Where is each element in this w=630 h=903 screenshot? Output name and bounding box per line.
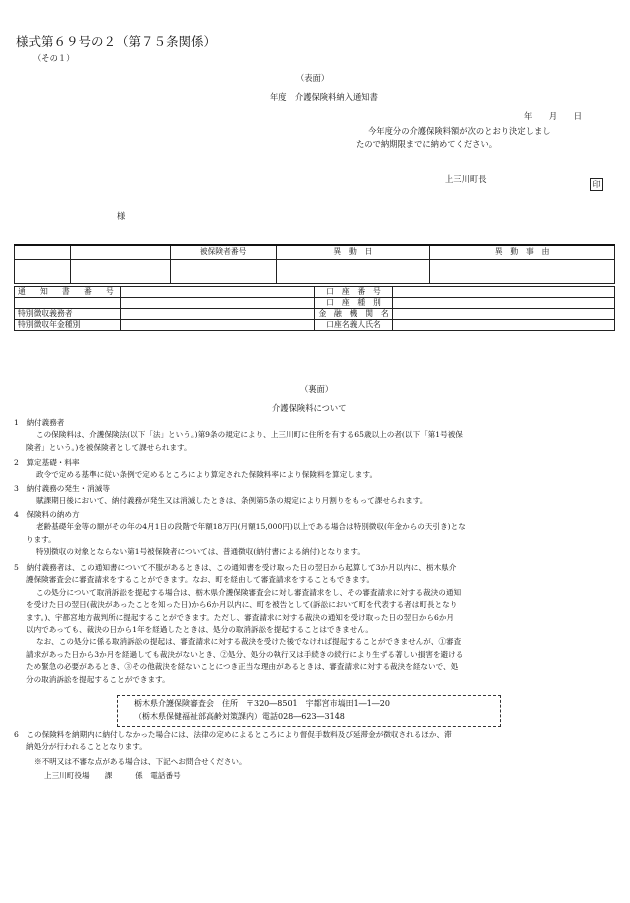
special-collector-value [120, 309, 314, 320]
contact-line: （栃木県保健福祉部高齢対策課内）電話028―623―3148 [134, 712, 345, 721]
change-date-header: 異 動 日 [276, 245, 430, 259]
inquiry-note: ※不明又は不審な点がある場合は、下記へお問合せください。 [34, 757, 247, 766]
back-title: 介護保険料について [272, 403, 347, 413]
special-collector-label: 特別徴収義務者 [15, 309, 121, 320]
notice-number-label: 通 知 書 番 号 [15, 287, 121, 298]
change-table [14, 244, 615, 284]
section-text: ます。)、宇都宮地方裁判所に提起することができます。ただし、審査請求に対する裁決の通知を受け取った日の翌日から6か月 [26, 612, 455, 622]
account-number-value [392, 287, 614, 298]
issuer-name: 上三川町長 [445, 174, 487, 184]
addressee-honorific: 様 [117, 211, 126, 221]
notice-title: 年度 介護保険料納入通知書 [270, 92, 378, 102]
office-contact-line: 上三川町役場 課 係 電話番号 [44, 771, 181, 780]
insured-number-header: 被保険者番号 [170, 245, 276, 259]
change-table-header-blank [15, 245, 71, 259]
section-text: 請求があった日から3か月を経過しても裁決がないとき、②処分、処分の執行又は手続きの続行により生ずる著しい損害を避ける [26, 649, 464, 659]
seal-stamp: 印 [590, 172, 603, 191]
section-text: 特別徴収の対象とならない第1号被保険者については、普通徴収(納付書による納付)となります。 [36, 547, 365, 557]
section-text: 分の取消訴訟を提起することができます。 [26, 674, 170, 684]
section-heading: 1 納付義務者 [14, 418, 65, 427]
account-number-label: 口 座 番 号 [315, 287, 392, 298]
section-heading: 3 納付義務の発生・消滅等 [14, 484, 110, 493]
pension-type-value [120, 320, 314, 331]
section-text: ります。 [26, 534, 56, 544]
bank-name-label: 金 融 機 関 名 [315, 309, 392, 320]
info-table [14, 286, 615, 331]
notice-text-line2: たので納期限までに納めてください。 [356, 139, 498, 149]
date-line: 年 月 日 [524, 111, 583, 121]
section-1 [14, 417, 614, 454]
change-reason-header: 異 動 事 由 [430, 245, 615, 259]
table-cell [70, 259, 170, 283]
section-text: 政令で定める基準に従い条例で定めるところにより算定された保険料率により保険料を算定します。 [36, 470, 378, 480]
section-6 [14, 729, 614, 754]
section-text: 護保険審査会に審査請求をすることができます。なお、町を経由して審査請求をすることもできます。 [26, 575, 375, 585]
section-text: ため緊急の必要があるとき、③その他裁決を経ないことにつき正当な理由があるときは、審査請求に対する裁決を経ないで、処 [26, 662, 459, 672]
front-side-label: （表面） [296, 73, 330, 83]
account-type-label: 口 座 種 別 [315, 298, 392, 309]
back-side-label: （裏面） [300, 384, 334, 394]
section-text: 賦課期日後において、納付義務が発生又は消滅したときは、条例第5条の規定により月割りをもって課せられます。 [36, 496, 428, 506]
table-cell [15, 259, 71, 283]
table-cell [120, 298, 314, 309]
change-table-header-blank [70, 245, 170, 259]
contact-line: 栃木県介護保険審査会 住所 〒320―8501 宇都宮市塙田1―1―20 [134, 699, 390, 708]
section-text: 納処分が行われることとなります。 [26, 742, 147, 752]
insured-number-cell [170, 259, 276, 283]
part-label: （その１） [33, 53, 75, 63]
section-text: なお、この処分に係る取消訴訟の提起は、審査請求に対する裁決を受けた後でなければ提起することができませんが、①審査 [36, 637, 462, 647]
change-date-cell [276, 259, 430, 283]
section-heading: 6 この保険料を納期内に納付しなかった場合には、法律の定めによるところにより督促手数料及び延滞金が徴収されるほか、滞 [14, 730, 452, 739]
change-reason-cell [430, 259, 615, 283]
section-3 [14, 483, 614, 508]
section-heading: 4 保険料の納め方 [14, 510, 80, 519]
table-cell [15, 298, 121, 309]
section-4 [14, 509, 614, 559]
bank-name-value [392, 309, 614, 320]
section-heading: 2 算定基礎・料率 [14, 458, 80, 467]
notice-number-value [120, 287, 314, 298]
account-holder-value [392, 320, 614, 331]
account-holder-label: 口座名義人氏名 [315, 320, 392, 331]
form-title: 様式第６９号の２（第７５条関係） [16, 34, 217, 49]
section-text: 老齢基礎年金等の額がその年の4月1日の段階で年額18万円(月額15,000円)以上である場合は特別徴収(年金からの天引き)とな [36, 522, 466, 532]
section-text: 険者」という。)を被保険者として課せられます。 [26, 442, 192, 452]
section-text: を受けた日の翌日(裁決があったことを知った日)から6か月以内に、町を被告として(訴訟において町を代表する者は町長となり [26, 600, 458, 610]
section-5 [14, 562, 614, 686]
section-2 [14, 457, 614, 482]
section-text: この処分について取消訴訟を提起する場合は、栃木県介護保険審査会に対し審査請求をし、その審査請求に対する裁決の通知 [36, 587, 462, 597]
section-text: この保険料は、介護保険法(以下「法」という。)第9条の規定により、上三川町に住所を有する65歳以上の者(以下「第1号被保 [36, 430, 463, 440]
section-text: 以内であっても、裁決の日から1年を経過したときは、処分の取消訴訟を提起することはできません。 [26, 625, 373, 635]
pension-type-label: 特別徴収年金種別 [15, 320, 121, 331]
account-type-value [392, 298, 614, 309]
notice-text-line1: 今年度分の介護保険料額が次のとおり決定しまし [368, 126, 551, 136]
review-board-contact-box [117, 695, 501, 727]
section-heading: 5 納付義務者は、この通知書について不服があるときは、この通知書を受け取った日の翌日から起算して3か月以内に、栃木県介 [14, 563, 457, 572]
